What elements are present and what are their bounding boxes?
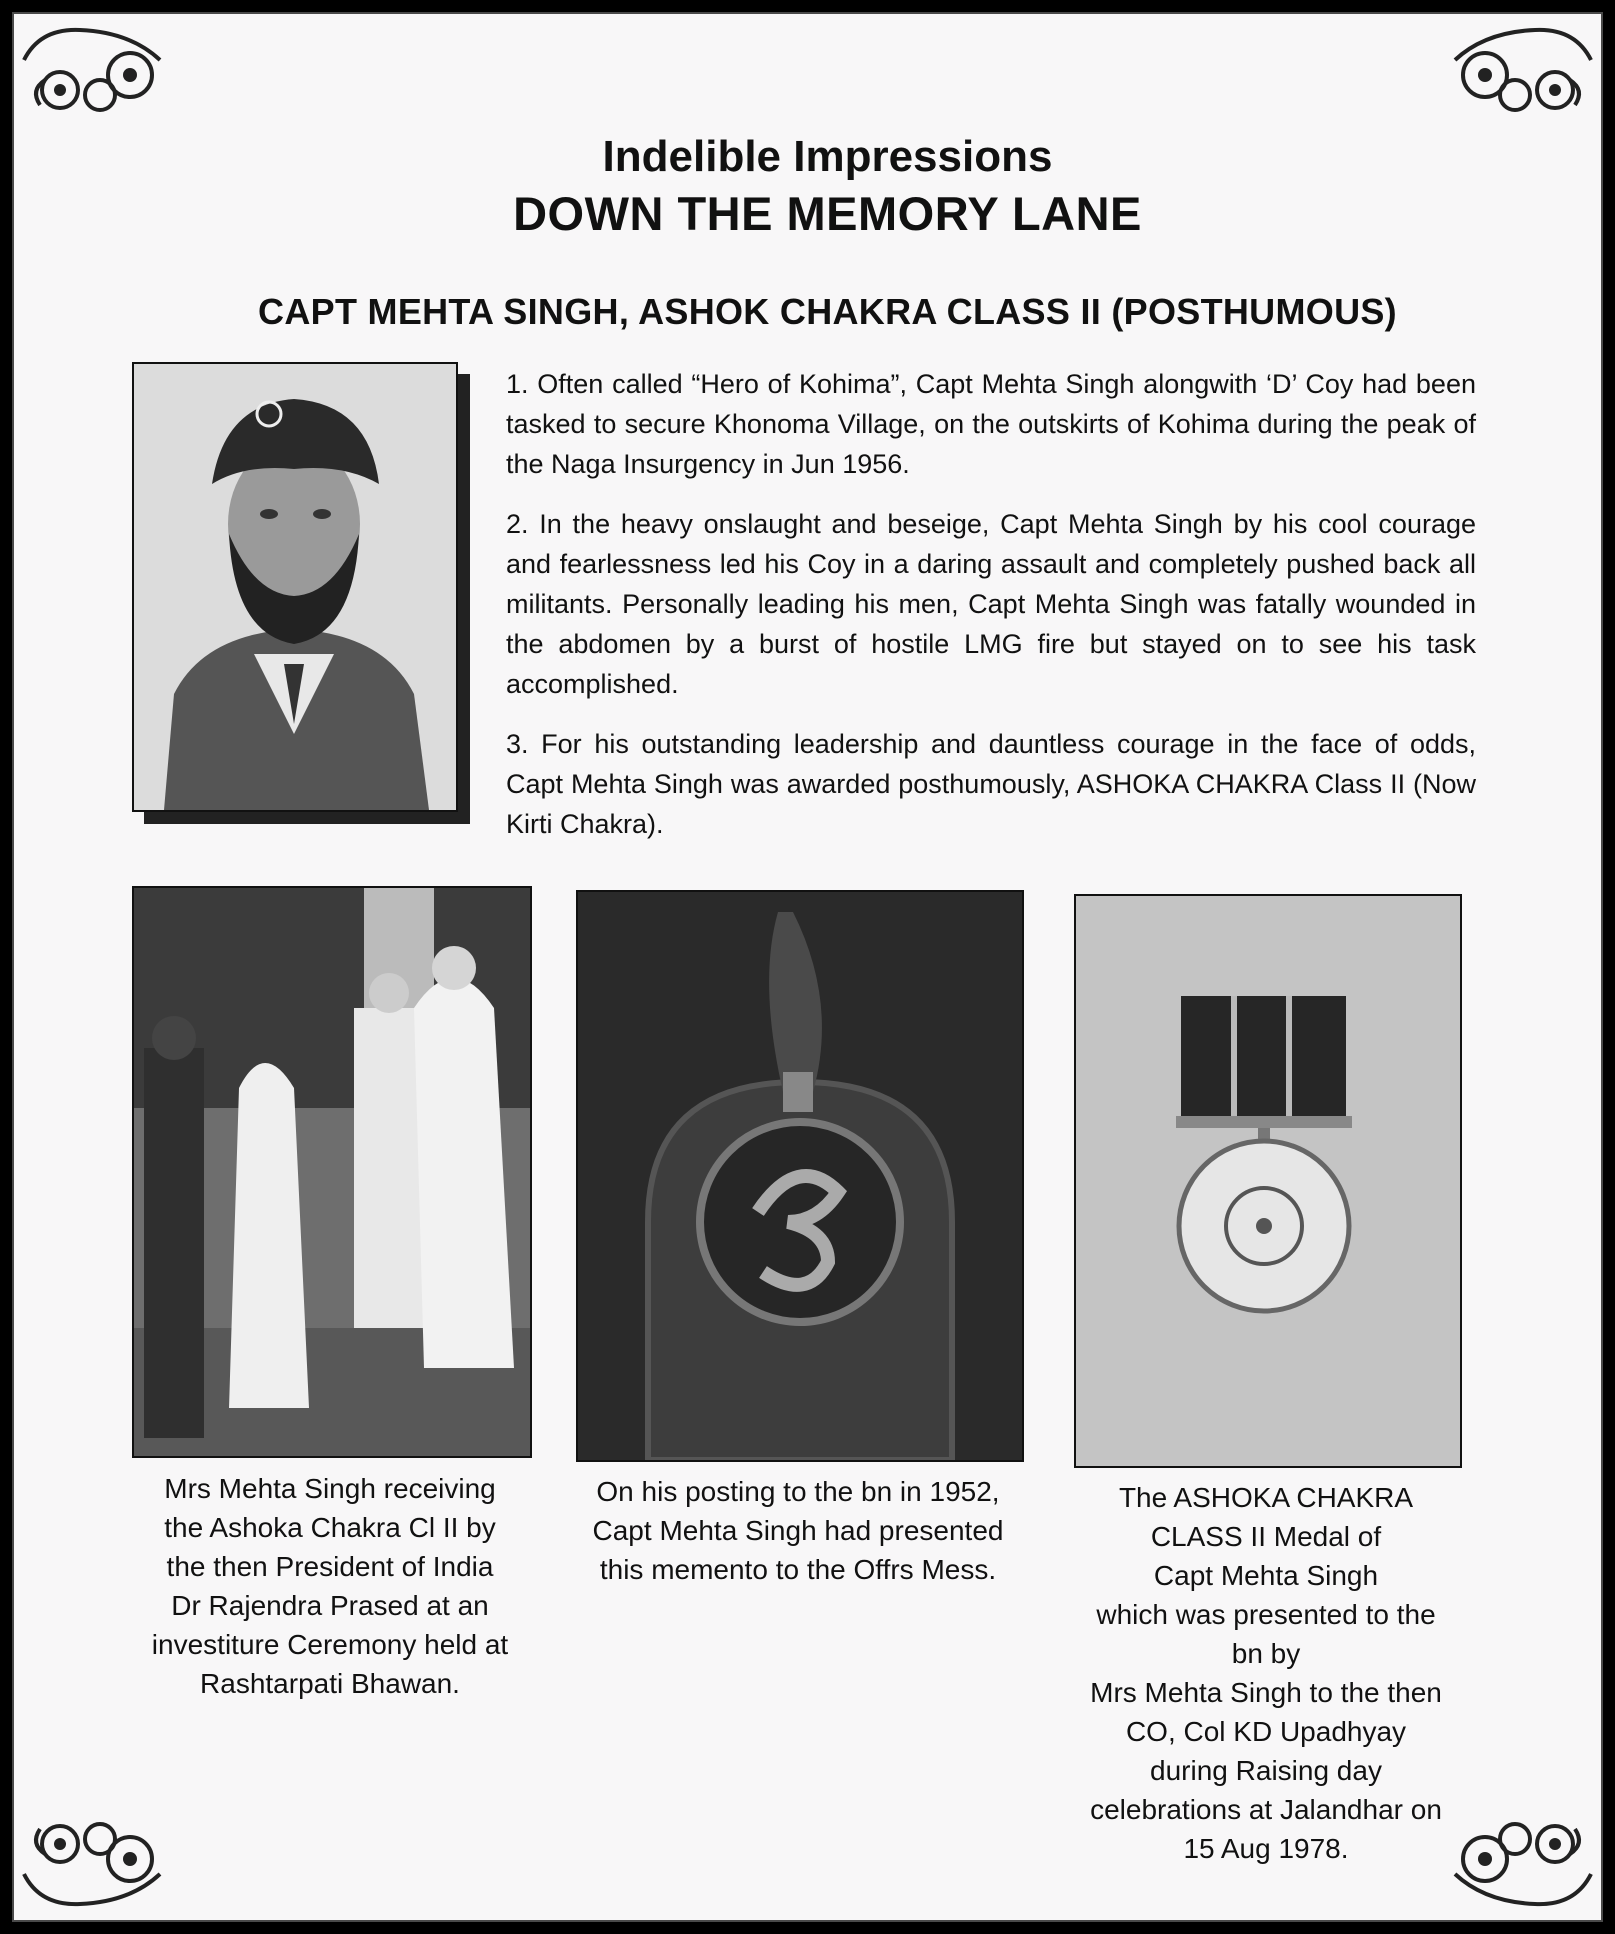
- memento-caption: [562, 1472, 1034, 1589]
- caption-line: 15 Aug 1978.: [1183, 1833, 1349, 1864]
- caption-line: the Ashoka Chakra Cl II by: [164, 1512, 496, 1543]
- caption-line: CO, Col KD Upadhyay: [1125, 1716, 1407, 1747]
- section-headline: CAPT MEHTA SINGH, ASHOK CHAKRA CLASS II (POSTHUMOUS): [258, 291, 1397, 332]
- investiture-caption: [114, 1469, 546, 1703]
- portrait-photo: [132, 362, 458, 812]
- investiture-image: [134, 888, 530, 1456]
- medal-caption: [1064, 1478, 1468, 1868]
- caption-line: during Raising day: [1150, 1755, 1382, 1786]
- caption-line: Rashtarpati Bhawan.: [200, 1668, 460, 1699]
- paragraph: 3. For his outstanding leadership and dauntless courage in the face of odds, Capt Mehta Singh was awarded posthumously, ASHOKA CHAKRA Class II (Now Kirti Chakra).: [506, 729, 1476, 839]
- caption-line: bn by: [1231, 1638, 1301, 1669]
- caption-line: which was presented to the: [1096, 1599, 1436, 1630]
- caption-line: Mrs Mehta Singh to the then: [1090, 1677, 1442, 1708]
- caption-line: Mrs Mehta Singh receiving: [164, 1473, 496, 1504]
- document-page: [12, 12, 1603, 1922]
- body-text: [506, 364, 1476, 864]
- paragraph: 1. Often called “Hero of Kohima”, Capt Mehta Singh alongwith ‘D’ Coy had been tasked to secure Khonoma Village, on the outskirts of Kohima during the peak of the Naga Insurgency in Jun 1956.: [506, 369, 1476, 479]
- medal-image: [1076, 896, 1460, 1466]
- page-subtitle: DOWN THE MEMORY LANE: [513, 187, 1142, 240]
- medal-photo: [1074, 894, 1462, 1468]
- paragraph: 2. In the heavy onslaught and beseige, Capt Mehta Singh by his cool courage and fearlessness led his Coy in a daring assault and completely pushed back all militants. Personally leading his men, Capt Mehta Singh was fatally wounded in the abdomen by a burst of hostile LMG fire but stayed on to see his task accomplished.: [506, 509, 1476, 699]
- memento-photo: [576, 890, 1024, 1462]
- memento-image: [578, 892, 1022, 1460]
- caption-line: celebrations at Jalandhar on: [1090, 1794, 1442, 1825]
- caption-line: this memento to the Offrs Mess.: [599, 1554, 997, 1585]
- caption-line: CLASS II Medal of: [1150, 1521, 1382, 1552]
- corner-ornament-icon: [20, 1804, 170, 1914]
- caption-line: the then President of India: [166, 1551, 494, 1582]
- page-title: Indelible Impressions: [602, 132, 1053, 181]
- caption-line: The ASHOKA CHAKRA: [1118, 1482, 1414, 1513]
- caption-line: investiture Ceremony held at: [151, 1629, 509, 1660]
- caption-line: Capt Mehta Singh: [1153, 1560, 1379, 1591]
- caption-line: On his posting to the bn in 1952,: [596, 1476, 1000, 1507]
- investiture-photo: [132, 886, 532, 1458]
- portrait-image: [134, 364, 456, 810]
- corner-ornament-icon: [1445, 20, 1595, 130]
- caption-line: Capt Mehta Singh had presented: [592, 1515, 1004, 1546]
- corner-ornament-icon: [20, 20, 170, 130]
- caption-line: Dr Rajendra Prased at an: [171, 1590, 489, 1621]
